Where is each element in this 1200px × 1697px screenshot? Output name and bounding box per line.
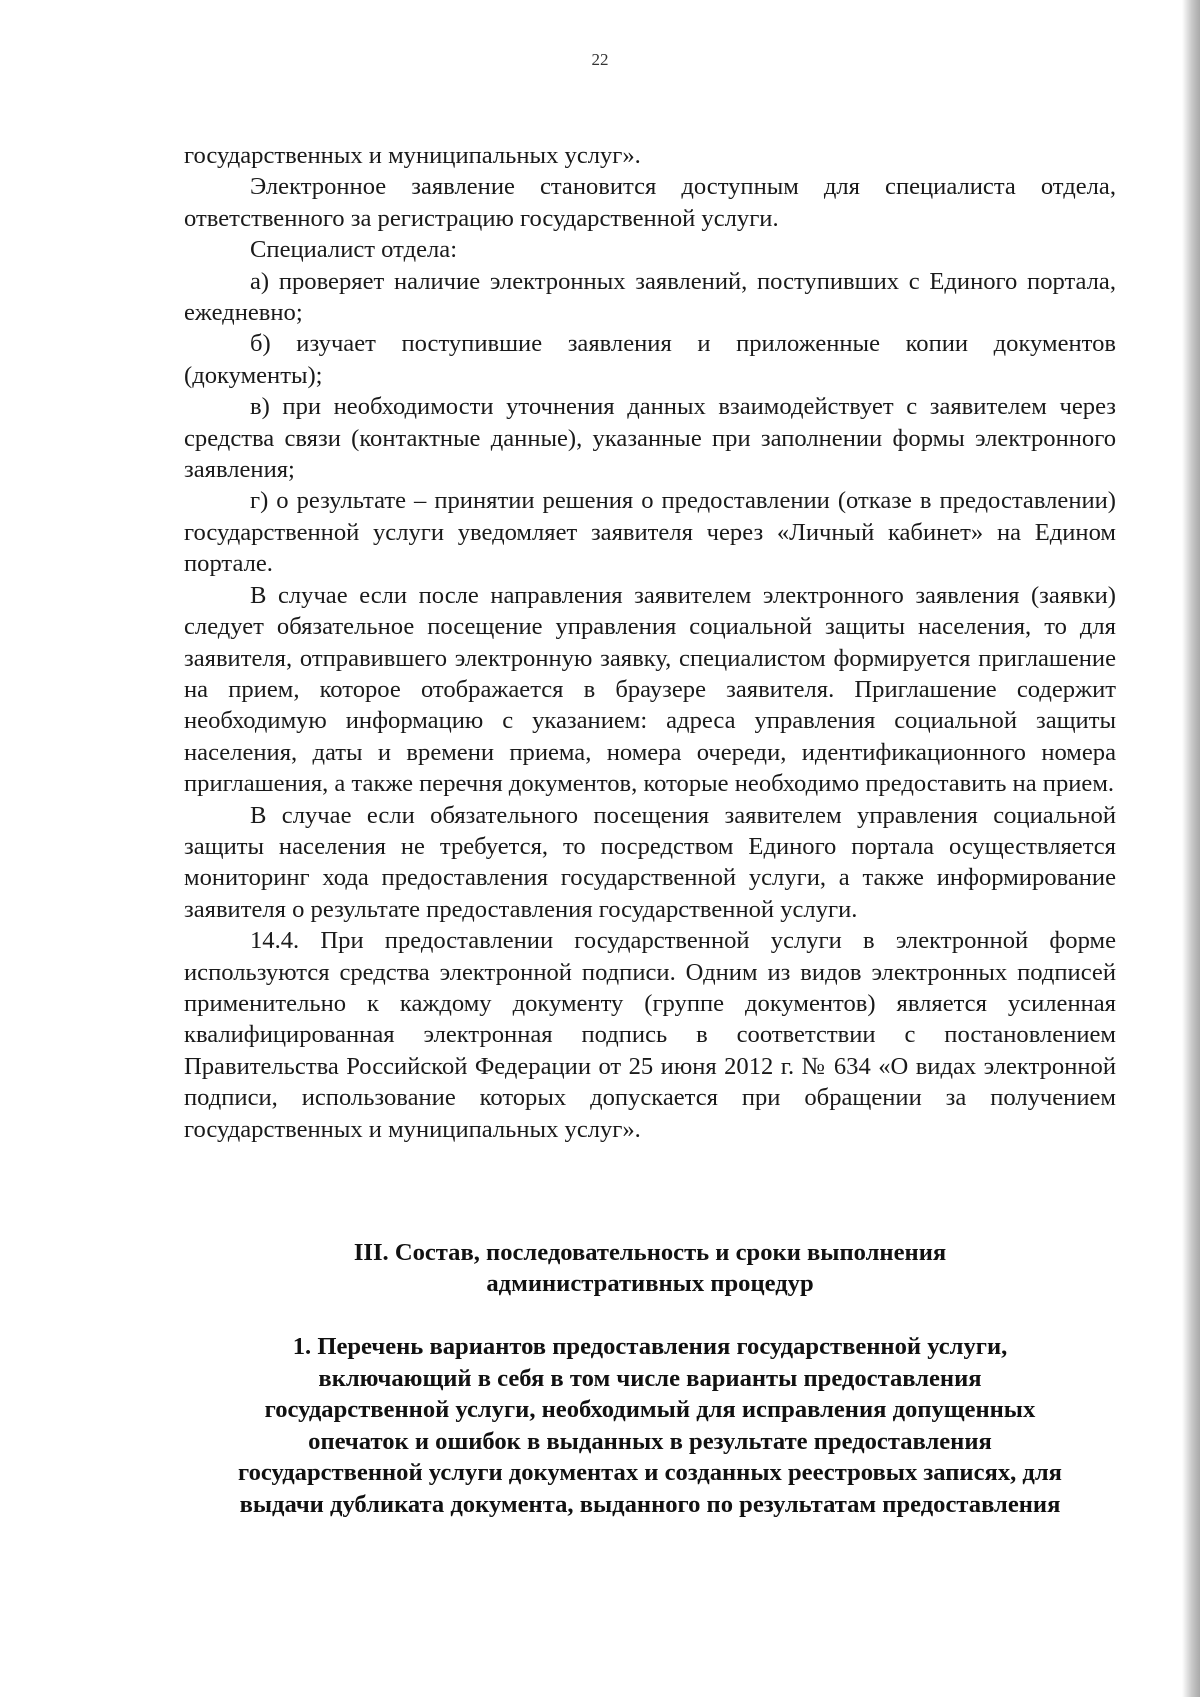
subsection-heading	[184, 1331, 1116, 1521]
subsection-heading-line: опечаток и ошибок в выданных в результате предоставления	[308, 1427, 992, 1455]
list-item-b: б) изучает поступившие заявления и приложенные копии документов (документы);	[184, 330, 1116, 389]
paragraph-specialist-intro: Специалист отдела:	[250, 236, 458, 264]
scan-edge-shadow	[1182, 0, 1200, 1697]
subsection-heading-line: включающий в себя в том числе варианты предоставления	[318, 1364, 982, 1392]
page-number: 22	[591, 50, 609, 69]
body-text	[184, 140, 1116, 1145]
list-item-v: в) при необходимости уточнения данных взаимодействует с заявителем через средства связи (контактные данные), указанные при заполнении формы электронного заявления;	[184, 393, 1116, 484]
list-item-a: а) проверяет наличие электронных заявлений, поступивших с Единого портала, ежедневно;	[184, 267, 1116, 327]
paragraph-mandatory-visit: В случае если после направления заявителем электронного заявления (заявки) следует обязательное посещение управления социальной защиты населения, то для заявителя, отправившего электронную заявку, специалистом формируется приглашение на прием, которое отображается в браузере заявителя. Приглашение содержит необходимую информацию с указанием: адреса управления социальной защиты населения, даты и времени приема, номера очереди, идентификационного номера приглашения, а также перечня документов, которые необходимо предоставить на прием.	[184, 581, 1116, 798]
subsection-heading-line: 1. Перечень вариантов предоставления государственной услуги,	[292, 1333, 1008, 1360]
subsection-heading-line: государственной услуги документах и созданных реестровых записях, для	[238, 1459, 1062, 1487]
section-heading-line: административных процедур	[486, 1270, 814, 1298]
paragraph-electronic-application: Электронное заявление становится доступным для специалиста отдела, ответственного за регистрацию государственной услуги.	[184, 173, 1116, 232]
subsection-heading-line: выдачи дубликата документа, выданного по результатам предоставления	[239, 1490, 1061, 1518]
list-item-g: г) о результате – принятии решения о предоставлении (отказе в предоставлении) государственной услуги уведомляет заявителя через «Личный кабинет» на Едином портале.	[184, 487, 1116, 578]
section-heading	[184, 1237, 1116, 1300]
subsection-heading-line: государственной услуги, необходимый для исправления допущенных	[264, 1396, 1036, 1424]
paragraph-electronic-signature: 14.4. При предоставлении государственной услуги в электронной форме используются средства электронной подписи. Одним из видов электронных подписей применительно к каждому документу (группе документов) является усиленная квалифицированная электронная подпись в соответствии с постановлением Правительства Российской Федерации от 25 июня 2012 г. № 634 «О видах электронной подписи, использование которых допускается при обращении за получением государственных и муниципальных услуг».	[184, 927, 1116, 1143]
paragraph-continuation: государственных и муниципальных услуг».	[184, 142, 641, 169]
section-heading-line: III. Состав, последовательность и сроки выполнения	[353, 1239, 947, 1266]
paragraph-no-visit: В случае если обязательного посещения заявителем управления социальной защиты населения не требуется, то посредством Единого портала осуществляется мониторинг хода предоставления государственной услуги, а также информирование заявителя о результате предоставления государственной услуги.	[184, 801, 1116, 923]
